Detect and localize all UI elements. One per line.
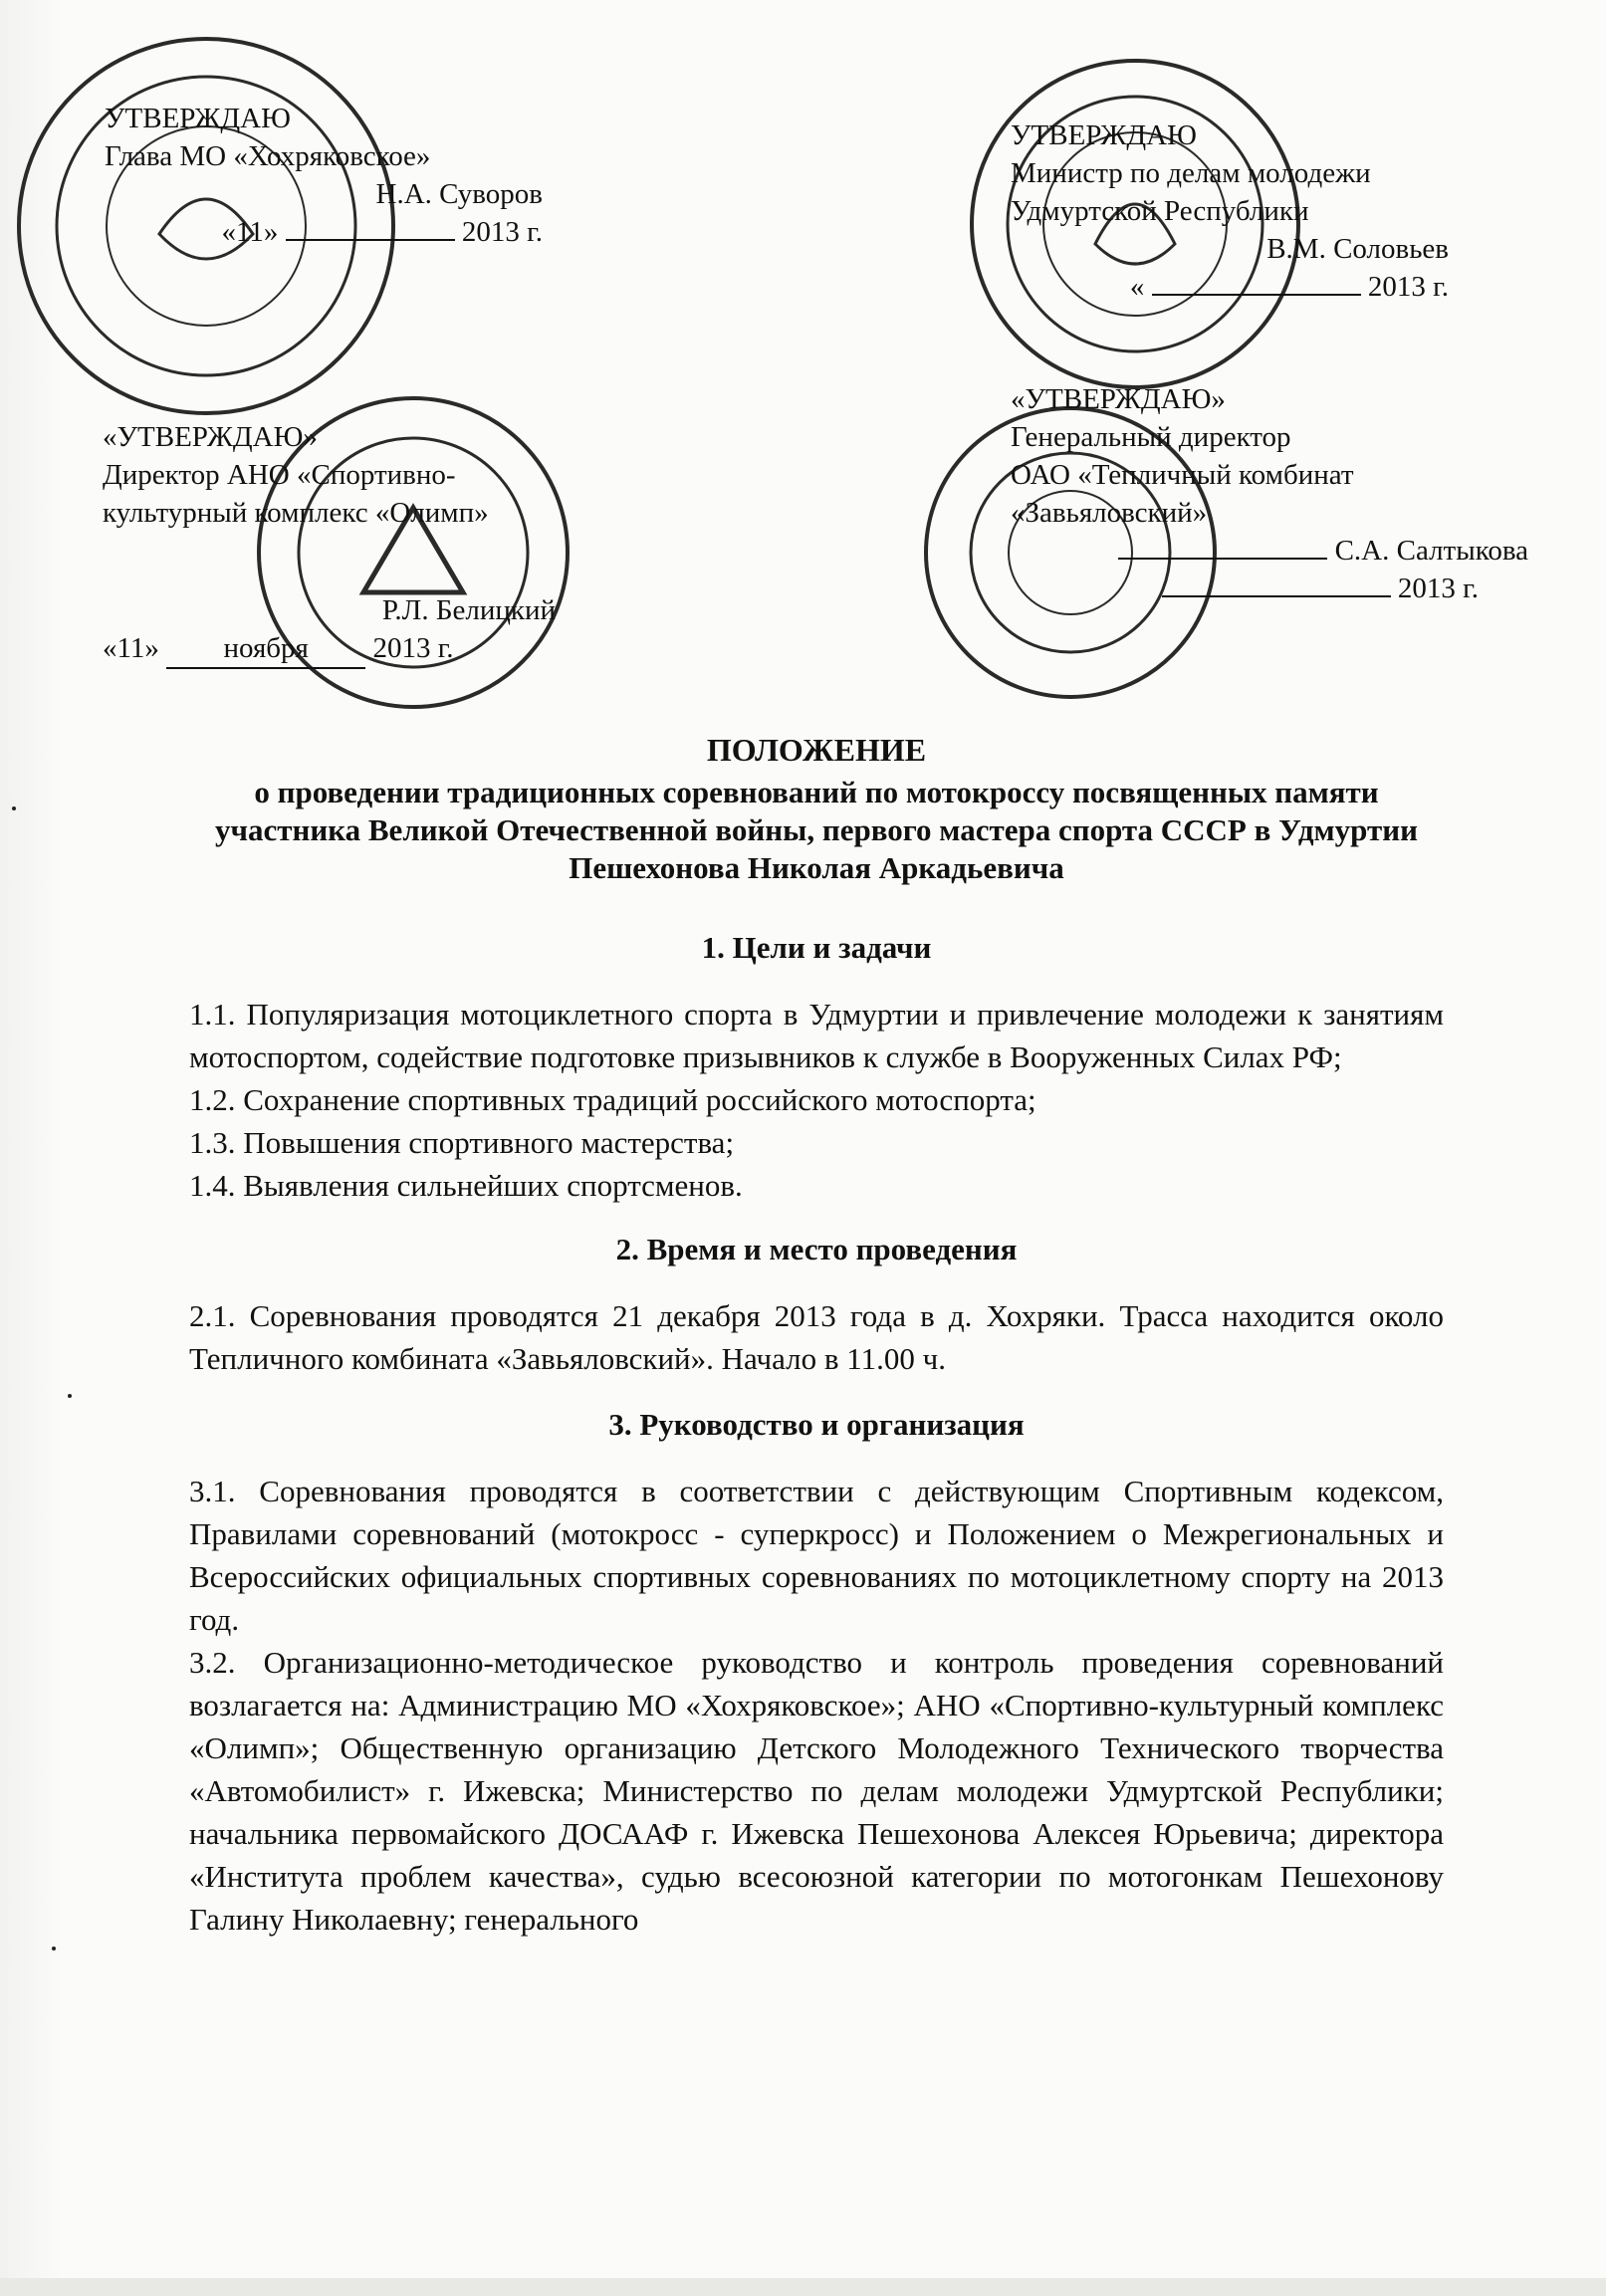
approval-position: Глава МО «Хохряковское» (105, 140, 431, 172)
approval-date (105, 213, 543, 251)
approval-date-day: «11» (221, 216, 279, 248)
approval-signer: Н.А. Суворов (375, 178, 543, 210)
approval-date-month: ноября (166, 629, 365, 669)
approval-position-line2: ОАО «Тепличный комбинат (1011, 459, 1354, 491)
approval-position-line2: Удмуртской Республики (1011, 195, 1309, 227)
section-heading-goals: 1. Цели и задачи (701, 930, 932, 965)
approval-date (1011, 268, 1449, 306)
approval-spacer (103, 532, 556, 591)
paragraph-1-4: 1.4. Выявления сильнейших спортсменов. (189, 1168, 743, 1203)
approval-stamp-word: «УТВЕРЖДАЮ» (1011, 383, 1226, 415)
approval-stamp-word: УТВЕРЖДАЮ (1011, 119, 1197, 151)
document-body (189, 732, 1444, 1941)
approval-block-ministry (1011, 116, 1449, 306)
approval-date-year: 2013 г. (1367, 271, 1449, 303)
section-heading-time-place: 2. Время и место проведения (615, 1232, 1018, 1266)
paragraph-1-1: 1.1. Популяризация мотоциклетного спорта в Удмуртии и привлечение молодежи к занятиям мотоспортом, содействие подготовке призывников к службе в Вооруженных Силах РФ; (189, 997, 1444, 1074)
approval-date (103, 629, 556, 669)
approval-date-year: 2013 г. (461, 216, 543, 248)
approval-signer: Р.Л. Белицкий (381, 594, 556, 626)
scan-edge-shadow (0, 0, 64, 2296)
scan-speck (68, 1394, 72, 1398)
approval-position-line1: Генеральный директор (1011, 421, 1291, 453)
approval-block-admin (105, 100, 543, 251)
approval-date-year: 2013 г. (1397, 573, 1479, 604)
approval-signer-name: С.А. Салтыкова (1334, 535, 1528, 567)
scan-bottom-edge (0, 2278, 1606, 2296)
approval-block-olimp (103, 418, 556, 669)
paragraph-3-2: 3.2. Организационно-методическое руководство и контроль проведения соревнований возлагается на: Администрацию МО «Хохряковское»; АНО «Спортивно-культурный комплекс «Олимп»; Общественную организацию Детского Молодежного Технического творчества «Автомобилист» г. Ижевска; Министерство по делам молодежи Удмуртской Республики; начальника первомайского ДОСААФ г. Ижевска Пешехонова Алексея Юрьевича; директора «Института проблем качества», судью всесоюзной категории по мотогонкам Пешехонову Галину Николаевну; генерального (189, 1645, 1444, 1937)
scan-speck (52, 1947, 56, 1951)
approval-date-year: 2013 г. (372, 632, 454, 664)
paragraph-3-1: 3.1. Соревнования проводятся в соответствии с действующим Спортивным кодексом, Правилами соревнований (мотокросс - суперкросс) и Положением о Межрегиональных и Всероссийских официальных спортивных соревнованиях по мотоциклетному спорту на 2013 год. (189, 1474, 1444, 1637)
approval-position-line3: «Завьяловский» (1011, 497, 1208, 529)
approval-signer (1011, 532, 1528, 570)
approval-position-line1: Директор АНО «Спортивно- (103, 459, 456, 491)
approval-stamp-word: «УТВЕРЖДАЮ» (103, 421, 318, 453)
approval-date-prefix: « (1129, 271, 1145, 303)
approval-date (1011, 570, 1528, 607)
paragraph-1-3: 1.3. Повышения спортивного мастерства; (189, 1125, 735, 1160)
approval-stamp-word: УТВЕРЖДАЮ (105, 103, 291, 134)
paragraph-2-1: 2.1. Соревнования проводятся 21 декабря 2013 года в д. Хохряки. Трасса находится около Тепличного комбината «Завьяловский». Начало в 11.00 ч. (189, 1298, 1444, 1376)
approval-block-greenhouse (1011, 380, 1528, 607)
paragraph-1-2: 1.2. Сохранение спортивных традиций российского мотоспорта; (189, 1082, 1036, 1117)
section-heading-management: 3. Руководство и организация (608, 1407, 1025, 1442)
approval-position-line1: Министр по делам молодежи (1011, 157, 1371, 189)
document-title: ПОЛОЖЕНИЕ (706, 732, 927, 768)
approval-date-day: «11» (103, 632, 159, 664)
approval-position-line2: культурный комплекс «Олимп» (103, 497, 489, 529)
approval-signer: В.М. Соловьев (1266, 233, 1449, 265)
scan-speck (12, 806, 16, 810)
document-subtitle: о проведении традиционных соревнований по мотокроссу посвященных памяти участника Великой Отечественной войны, первого мастера спорта СССР в Удмуртии Пешехонова Николая Аркадьевича (215, 775, 1418, 885)
